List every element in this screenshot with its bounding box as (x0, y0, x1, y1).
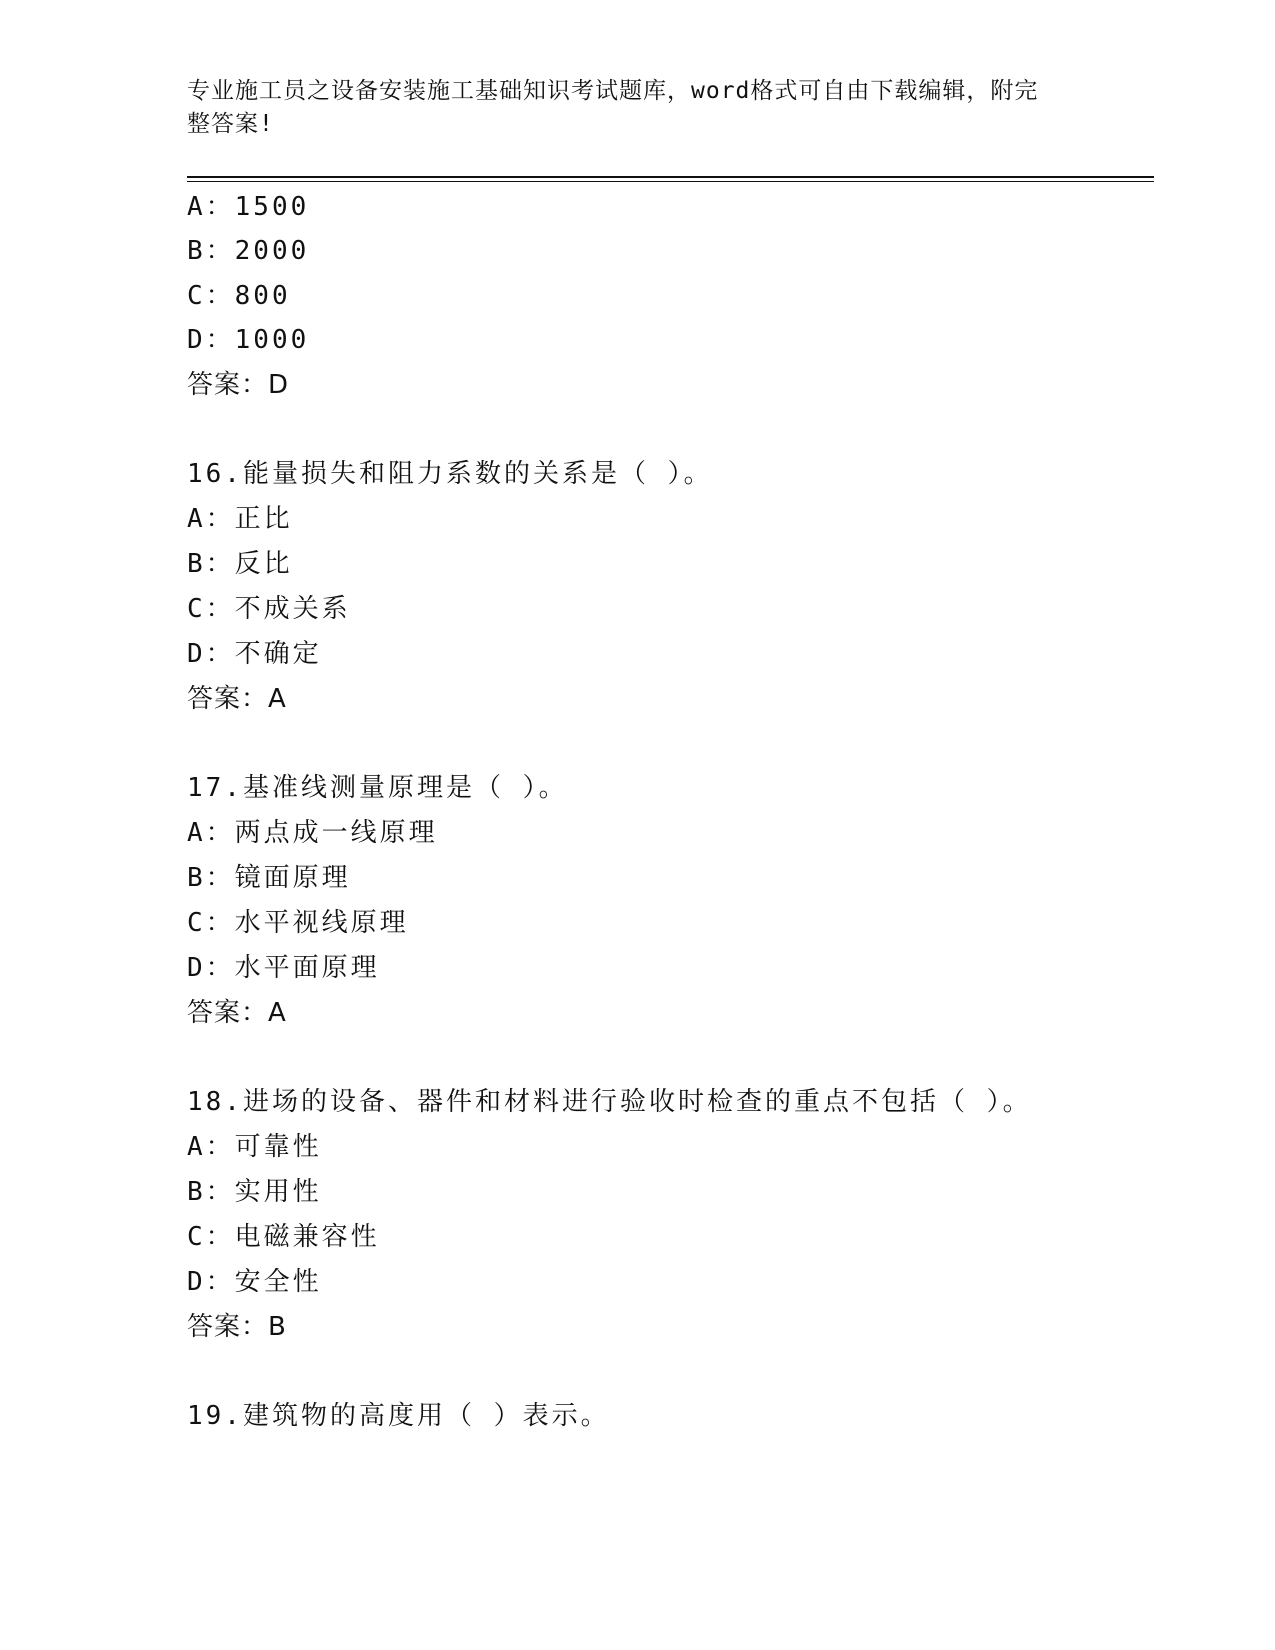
q17-option-a: A：两点成一线原理 (187, 818, 438, 848)
q19-question: 19.建筑物的高度用（ ）表示。 (187, 1401, 610, 1431)
q16-option-c: C：不成关系 (187, 594, 351, 624)
q16-question: 16.能量损失和阻力系数的关系是（ ）。 (187, 459, 713, 489)
q18-option-b: B：实用性 (187, 1177, 322, 1207)
q15-answer: 答案：D (187, 370, 290, 400)
document-header (187, 75, 1067, 141)
q17-option-d: D：水平面原理 (187, 953, 380, 983)
header-line-1: 专业施工员之设备安装施工基础知识考试题库，word格式可自由下载编辑，附完 (187, 78, 1039, 104)
q15-option-a: A：1500 (187, 192, 310, 222)
q15-option-d: D：1000 (187, 325, 310, 355)
q16-answer: 答案：A (187, 684, 287, 714)
q16-option-a: A：正比 (187, 504, 293, 534)
q16-option-b: B：反比 (187, 549, 293, 579)
q17-answer: 答案：A (187, 998, 287, 1028)
q15-option-c: C：800 (187, 281, 291, 311)
q15-option-b: B：2000 (187, 236, 310, 266)
q17-question: 17.基准线测量原理是（ ）。 (187, 773, 568, 803)
q16-option-d: D：不确定 (187, 639, 322, 669)
header-divider-bottom (187, 181, 1154, 182)
q18-question: 18.进场的设备、器件和材料进行验收时检查的重点不包括（ ）。 (187, 1087, 1032, 1117)
q17-option-b: B：镜面原理 (187, 863, 351, 893)
q18-option-a: A：可靠性 (187, 1132, 322, 1162)
q18-answer: 答案：B (187, 1312, 287, 1342)
q18-option-d: D：安全性 (187, 1267, 322, 1297)
q18-option-c: C：电磁兼容性 (187, 1222, 380, 1252)
header-divider-top (187, 176, 1154, 178)
q17-option-c: C：水平视线原理 (187, 908, 409, 938)
header-line-2: 整答案! (187, 111, 274, 137)
